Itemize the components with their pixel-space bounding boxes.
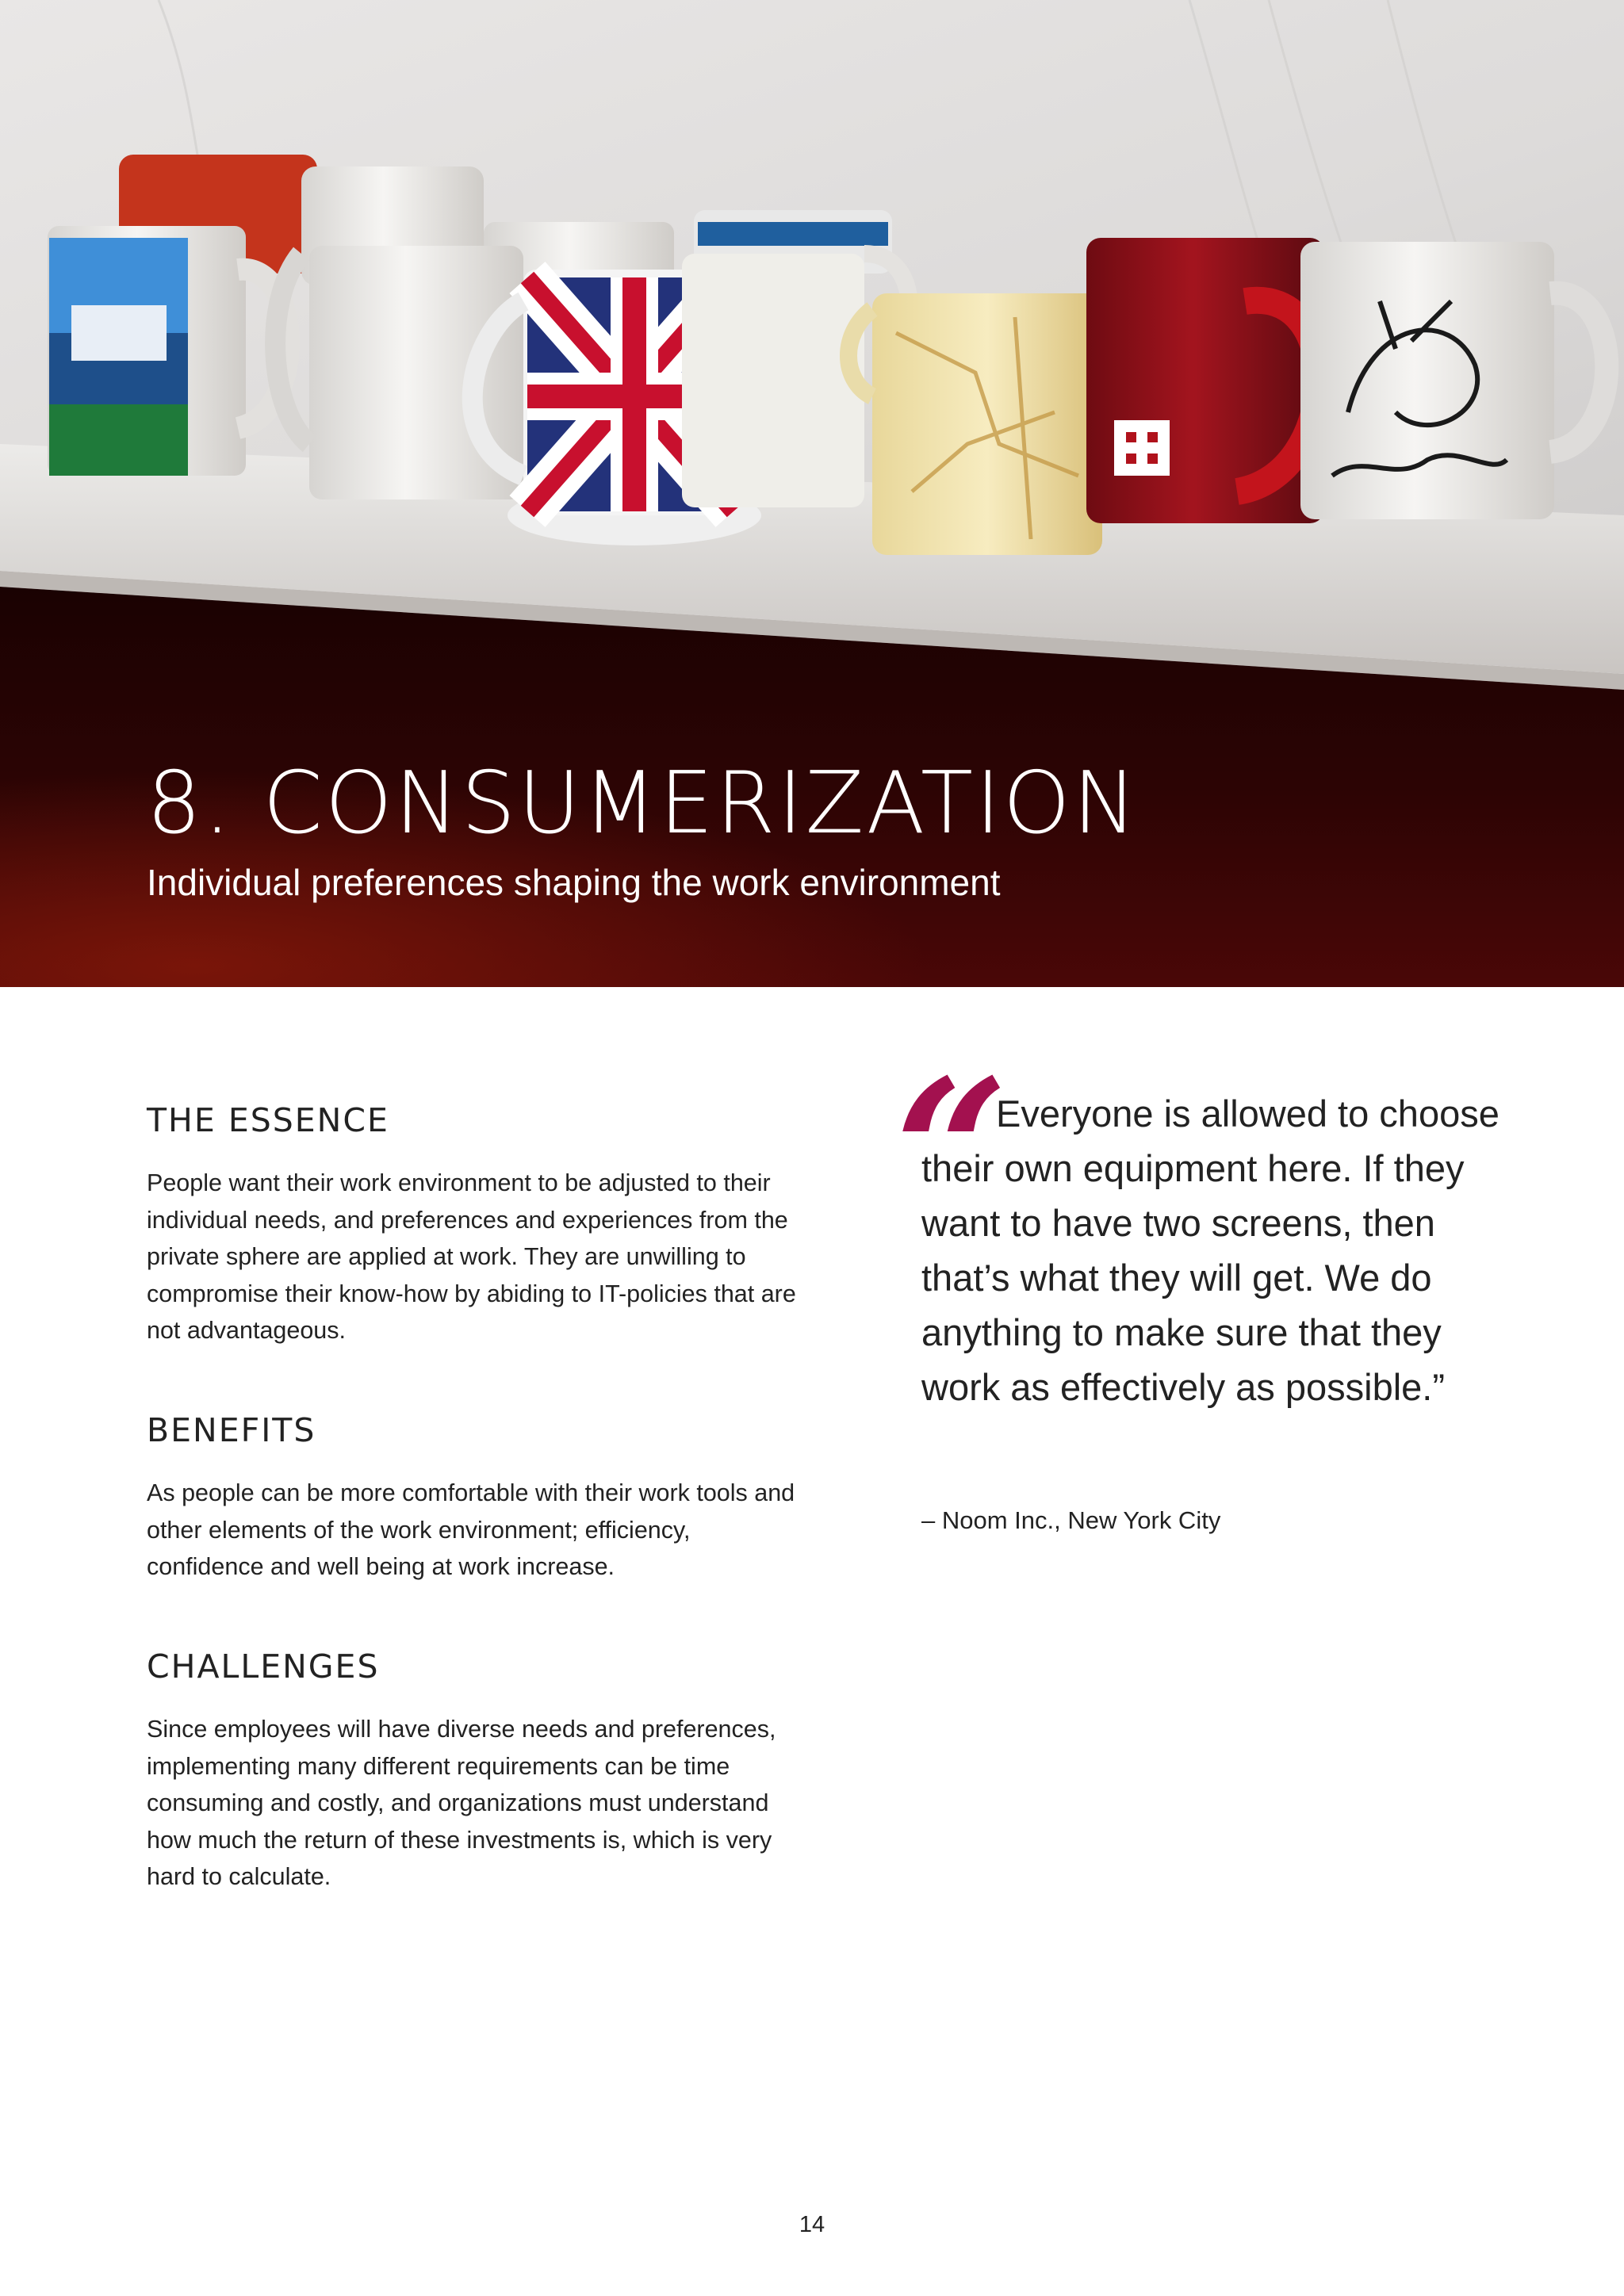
section-text-benefits: As people can be more comfortable with their work tools and other elements of the work environment; efficiency, confidence and well being at work increase. [147,1479,795,1580]
pull-quote: Everyone is allowed to choose their own equipment here. If they want to have two screens, then that’s what they will get. We do anything to make sure that they work as effectively as possible.” [921,1093,1500,1408]
hero-banner [0,0,1624,987]
page-title: 8. CONSUMERIZATION [147,754,1139,853]
section-heading-essence: THE ESSENCE [147,1101,389,1139]
section-heading-challenges: CHALLENGES [147,1647,380,1686]
section-text-challenges: Since employees will have diverse needs and preferences, implementing many different requirements can be time consuming and costly, and organizations must understand how much the return of these investments is, which is very hard to calculate. [147,1716,776,1890]
quote-mark-icon: “ [894,1035,1009,1269]
quote-attribution: – Noom Inc., New York City [921,1506,1221,1534]
page-number: 14 [799,2212,825,2237]
section-heading-benefits: BENEFITS [147,1411,316,1449]
page-subtitle: Individual preferences shaping the work environment [147,862,1001,903]
section-text-essence: People want their work environment to be adjusted to their individual needs, and preferences and experiences from the private sphere are applied at work. They are unwilling to compromise their know-how by abiding to IT-policies that are not advantageous. [147,1169,796,1344]
